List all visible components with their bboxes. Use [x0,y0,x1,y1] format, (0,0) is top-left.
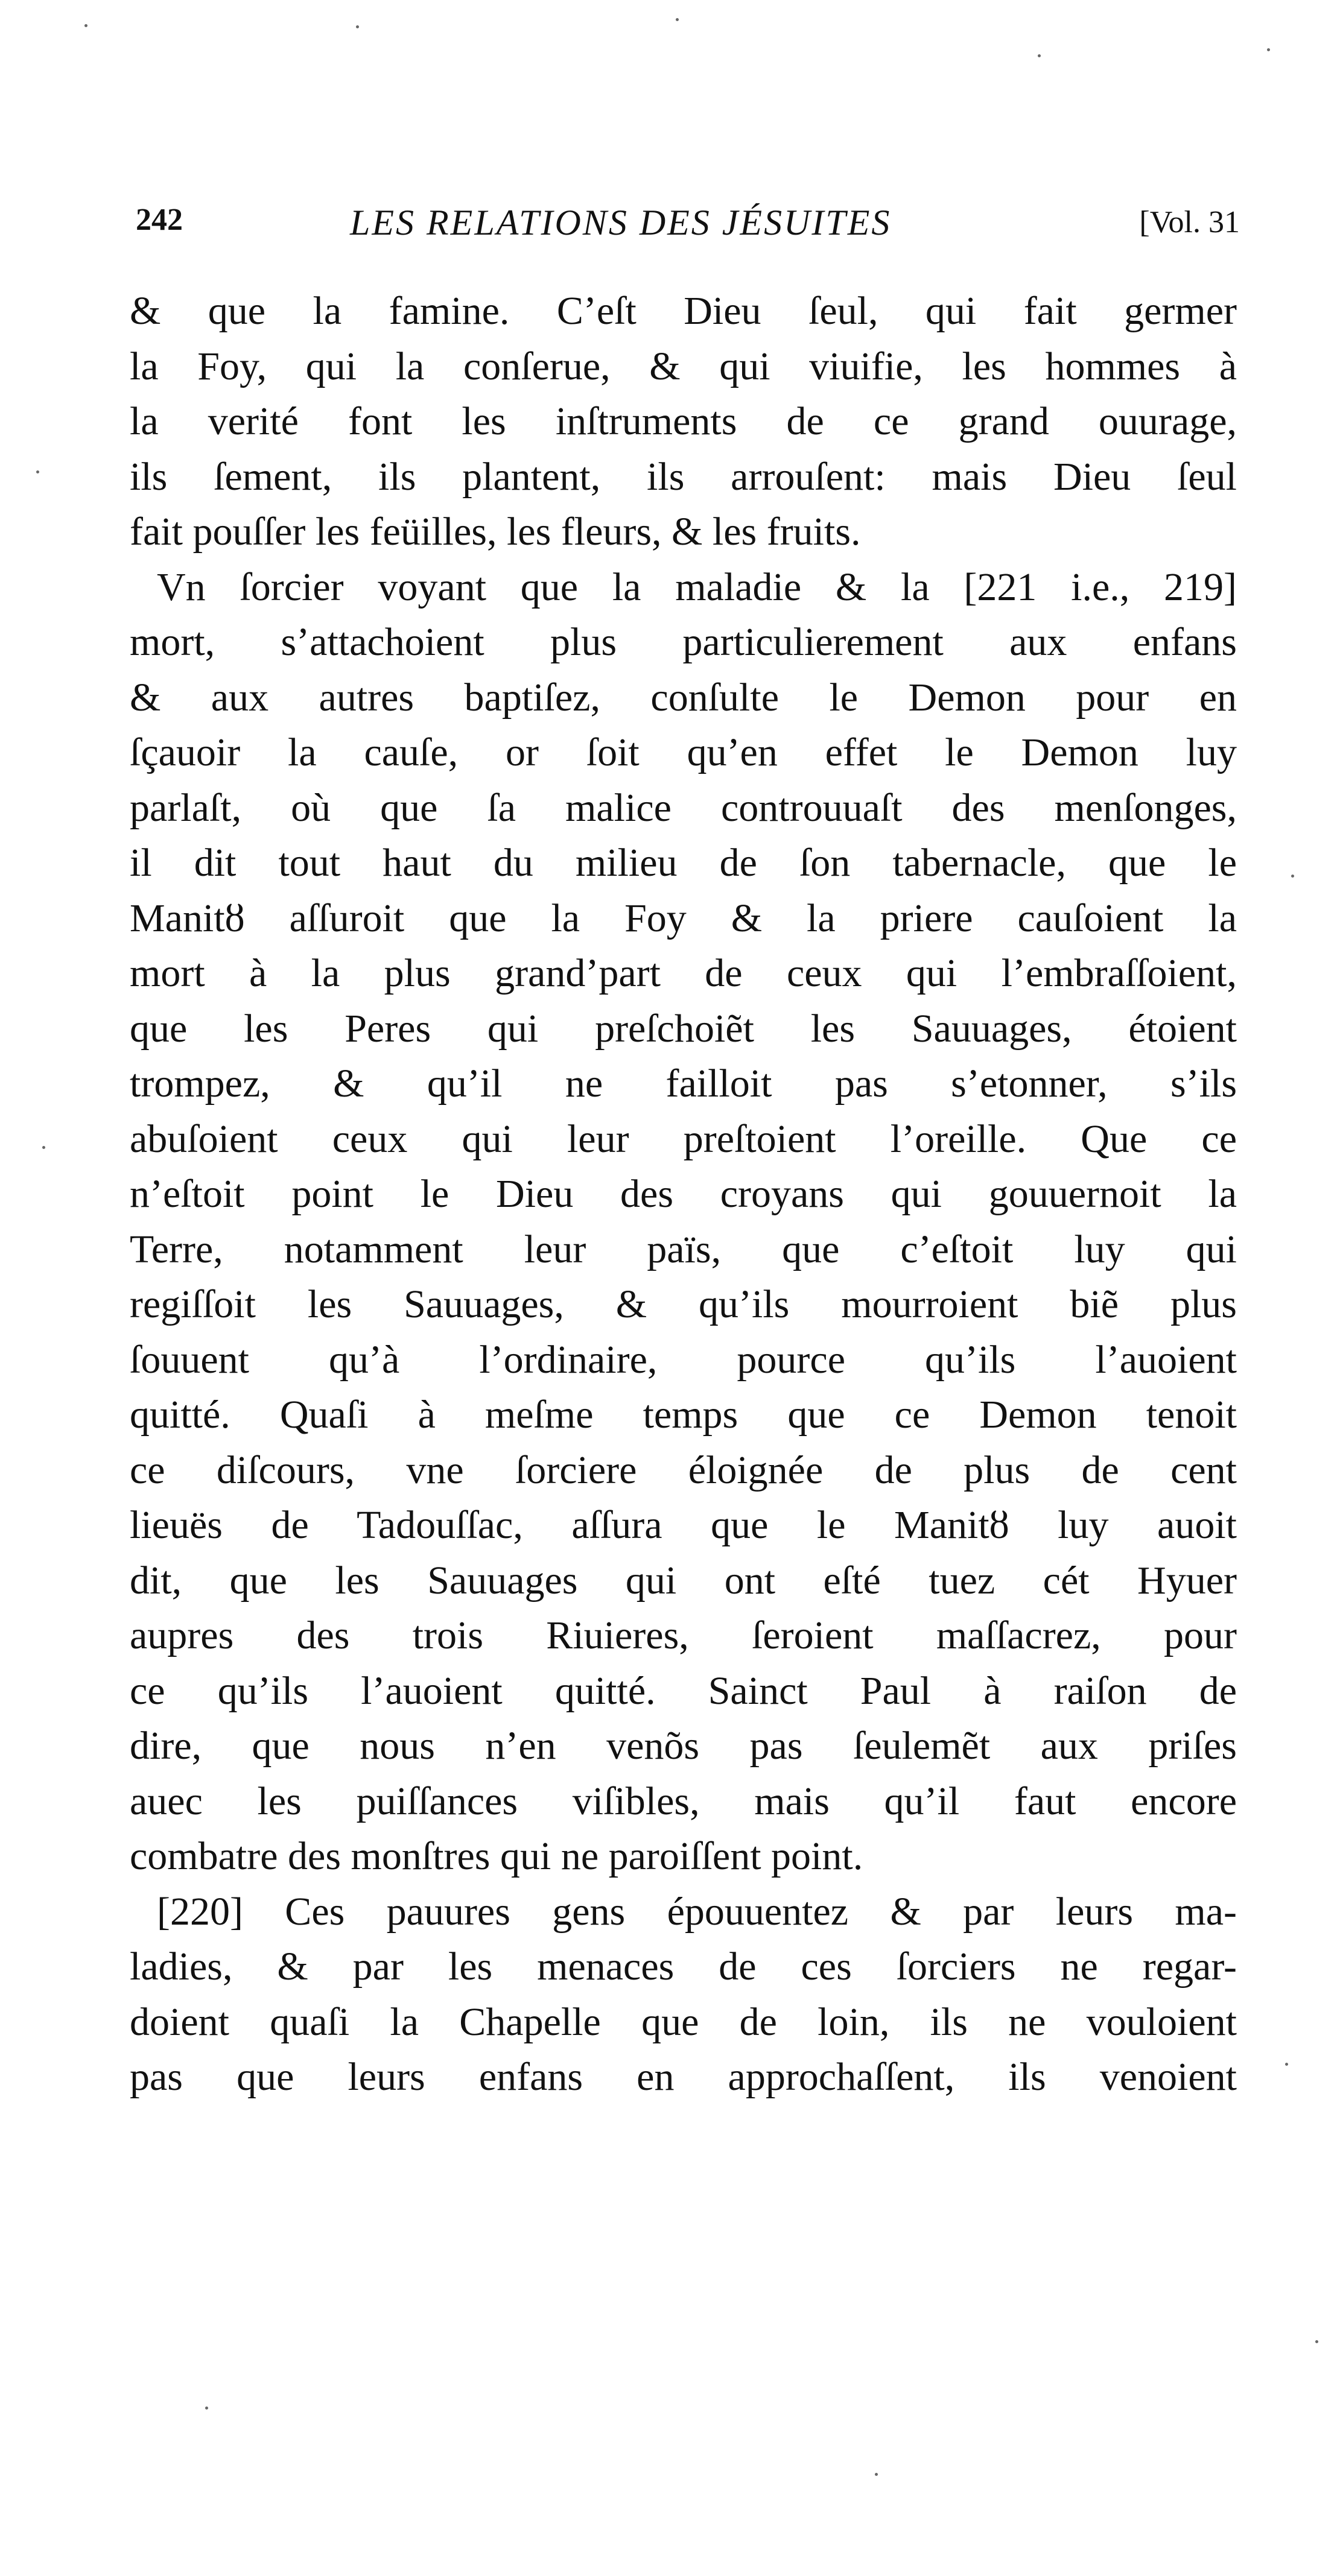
text-line: mort, s’attachoient plus particulierement aux enfans [130,620,1237,664]
text-line: & que la famine. C’eſt Dieu ſeul, qui fait germer [130,289,1237,333]
scan-speck [1315,2340,1318,2343]
text-line: fait pouſſer les feüilles, les fleurs, & les fruits. [130,510,861,554]
scan-speck [205,2407,208,2410]
text-line: mort à la plus grand’part de ceux qui l’embraſſoient, [130,951,1237,995]
running-header [136,196,1240,250]
text-line: Vn ſorcier voyant que la maladie & la [221 i.e., 219] [157,565,1237,609]
text-line: doient quaſi la Chapelle que de loin, ils ne vouloient [130,1999,1237,2044]
text-line: ſouuent qu’à l’ordinaire, pource qu’ils l’auoient [130,1337,1237,1382]
scan-speck [1038,54,1041,57]
text-line: [220] Ces pauures gens épouuentez & par leurs ma- [157,1889,1237,1934]
text-line: lieuës de Tadouſſac, aſſura que le Manitȣ luy auoit [130,1503,1237,1547]
text-line: combatre des monſtres qui ne paroiſſent point. [130,1834,863,1878]
text-line: la verité font les inſtruments de ce grand ouurage, [130,399,1237,443]
text-line: auec les puiſſances viſibles, mais qu’il faut encore [130,1779,1237,1823]
scan-speck [42,1146,45,1149]
text-line: il dit tout haut du milieu de ſon tabernacle, que le [130,841,1237,885]
scan-speck [875,2473,878,2476]
body-text [130,283,1237,2105]
running-title: LES RELATIONS DES JÉSUITES [350,203,892,242]
text-line: ladies, & par les menaces de ces ſorciers ne regar- [130,1945,1237,1989]
text-line: & aux autres baptiſez, conſulte le Demon pour en [130,675,1237,720]
text-line: aupres des trois Riuieres, ſeroient maſſacrez, pour [130,1613,1237,1657]
text-line: ce qu’ils l’auoient quitté. Sainct Paul à raiſon de [130,1668,1237,1713]
text-line: dire, que nous n’en venõs pas ſeulemẽt aux priſes [130,1724,1237,1768]
text-line: que les Peres qui preſchoiẽt les Sauuages, étoient [130,1006,1237,1051]
text-line: quitté. Quaſi à meſme temps que ce Demon tenoit [130,1393,1237,1437]
text-line: pas que leurs enfans en approchaſſent, ils venoient [130,2055,1237,2099]
scan-speck [1267,48,1270,51]
text-line: la Foy, qui la conſerue, & qui viuifie, les hommes à [130,344,1237,388]
scan-speck [1291,875,1294,878]
text-line: abuſoient ceux qui leur preſtoient l’oreille. Que ce [130,1116,1237,1161]
scan-speck [1285,2063,1288,2066]
scan-speck [36,470,39,473]
text-line: ſçauoir la cauſe, or ſoit qu’en effet le Demon luy [130,730,1237,774]
text-line: ils ſement, ils plantent, ils arrouſent: mais Dieu ſeul [130,454,1237,499]
scan-speck [356,25,359,28]
volume-label: [Vol. 31 [1139,205,1240,239]
scan-speck [84,24,87,27]
text-line: n’eſtoit point le Dieu des croyans qui gouuernoit la [130,1172,1237,1216]
text-line: trompez, & qu’il ne failloit pas s’etonner, s’ils [130,1062,1237,1106]
scan-speck [676,18,679,21]
text-line: ce diſcours, vne ſorciere éloignée de plus de cent [130,1448,1237,1492]
text-line: Manitȣ aſſuroit que la Foy & la priere cauſoient la [130,896,1237,940]
text-line: parlaſt, où que ſa malice controuuaſt des menſonges, [130,785,1237,830]
text-line: Terre, notamment leur païs, que c’eſtoit luy qui [130,1227,1237,1271]
text-line: dit, que les Sauuages qui ont eſté tuez cét Hyuer [130,1558,1237,1603]
text-line: regiſſoit les Sauuages, & qu’ils mourroient biẽ plus [130,1282,1237,1326]
page-number: 242 [136,203,183,237]
